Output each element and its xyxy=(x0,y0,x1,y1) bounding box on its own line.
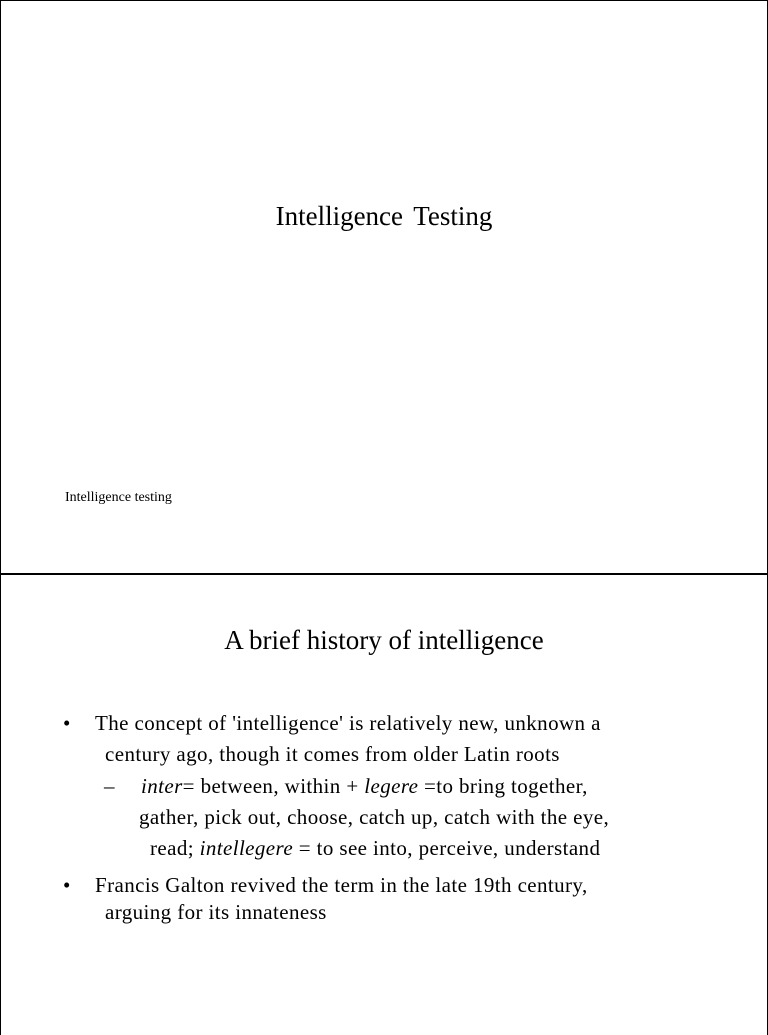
bullet-2-line-1: Francis Galton revived the term in the late 19th century, xyxy=(95,873,588,897)
bullet-1-line-1: The concept of 'intelligence' is relatively new, unknown a xyxy=(95,711,601,735)
sub-text-1: = between, within + xyxy=(182,774,365,798)
sub-bullet-1-line-3 xyxy=(150,836,600,861)
sub-text-3: = to see into, perceive, understand xyxy=(293,836,601,860)
slide-2-title: A brief history of intelligence xyxy=(224,625,544,655)
sub-bullet-1-line-1 xyxy=(141,774,588,799)
bullet-2-line-2: arguing for its innateness xyxy=(105,900,327,924)
word-intellegere: intellegere xyxy=(199,836,294,860)
word-inter: inter xyxy=(141,774,183,798)
sub-text-2: =to bring together, xyxy=(418,774,588,798)
bullet-marker: • xyxy=(63,711,71,735)
bullet-marker-2: • xyxy=(63,873,71,897)
slide-1-title: Intelligence Testing xyxy=(275,201,493,231)
sub-text-read: read; xyxy=(150,836,200,860)
slide-2 xyxy=(0,574,768,1035)
word-legere: legere xyxy=(364,774,419,798)
slide-1-footer: Intelligence testing xyxy=(65,490,172,505)
sub-bullet-marker: – xyxy=(104,774,115,798)
bullet-1-line-2: century ago, though it comes from older Latin roots xyxy=(105,742,560,766)
sub-bullet-1-line-2: gather, pick out, choose, catch up, catch with the eye, xyxy=(139,805,610,829)
